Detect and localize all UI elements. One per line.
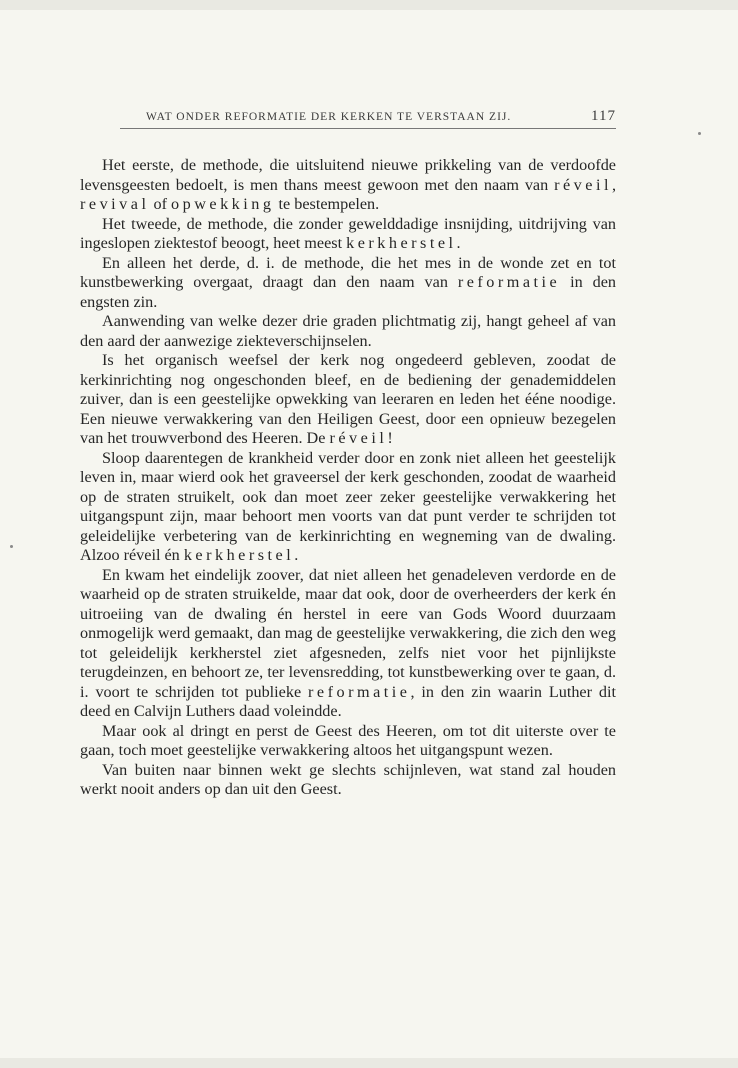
spaced-term: opwekking <box>171 195 275 213</box>
paragraph-5: Is het organisch weefsel der kerk nog ongedeerd gebleven, zoodat de kerkinrichting nog ongeschonden bleef, en de bediening der genademiddelen zuiver, dan is een geestelijke opwekking van leeraren en leden het ééne noodige. Een nieuwe verwakkering van den Heiligen Geest, door een opnieuw bezegelen van het trouwverbond des Heeren. De réveil! <box>80 351 616 447</box>
spaced-term: reformatie <box>308 682 411 701</box>
paragraph-3: En alleen het derde, d. i. de methode, die het mes in de wonde zet en tot kunstbewerking overgaat, draagt dan den naam van reformatie in den engsten zin. <box>80 253 617 311</box>
spaced-term: revival <box>80 195 150 213</box>
header-rule <box>120 128 616 129</box>
paragraph-7: En kwam het eindelijk zoover, dat niet alleen het genadeleven verdorde en de waarheid op de straten struikelde, maar dat ook, door de overheerders der kerk én uitroeiing van de dwaling én herstel in eere van Gods Woord duurzaam onmogelijk werd gemaakt, dan mag de geestelijke verwakkering, die zich den weg tot geleidelijk kerkherstel ziet afgesneden, zelfs niet voor het pijnlijkste terugdeinzen, en behoort ze, ter levensredding, tot kunstbewerking over te gaan, d. i. voort te schrijden tot publieke reformatie, in den zin waarin Luther dit deed en Calvijn Luthers daad voleindde. <box>80 565 616 720</box>
paragraph-2: Het tweede, de methode, die zonder gewelddadige insnijding, uitdrijving van ingeslopen ziektestof beoogt, heet meest kerkherstel. <box>80 214 616 252</box>
spaced-term: réveil <box>554 175 612 194</box>
paper-speck <box>698 132 701 135</box>
page-number: 117 <box>591 108 616 124</box>
spaced-term: kerkherstel <box>346 234 457 252</box>
running-header <box>80 108 616 125</box>
spaced-term: réveil <box>329 429 388 447</box>
book-page <box>0 10 738 1058</box>
paper-speck <box>10 545 13 548</box>
paragraph-6: Sloop daarentegen de krankheid verder door en zonk niet alleen het geestelijk leven in, maar wierd ook het graveersel der kerk geschonden, zoodat de waarheid op de straten struikelt, ook dan moet zeer zeker geestelijke verwakkering het uitgangspunt zijn, maar behoort men voorts van dat punt verder te schrijden tot geleidelijke verbetering van de kerkinrichting en wegneming van de dwaling. Alzoo réveil én kerkherstel. <box>80 448 616 564</box>
paragraph-9: Van buiten naar binnen wekt ge slechts schijnleven, wat stand zal houden werkt nooit anders op dan uit den Geest. <box>80 760 616 798</box>
body-text <box>80 156 616 800</box>
paragraph-8: Maar ook al dringt en perst de Geest des Heeren, om tot dit uiterste over te gaan, toch moet geestelijke verwakkering altoos het uitgangspunt wezen. <box>80 721 616 759</box>
spaced-term: kerkherstel <box>183 546 295 564</box>
paragraph-1: Het eerste, de methode, die uitsluitend nieuwe prikkeling van de verdoofde levensgeesten bedoelt, is men thans meest gewoon met den naam van réveil, revival of opwekking te bestempelen. <box>80 156 616 213</box>
paragraph-4: Aanwending van welke dezer drie graden plichtmatig zij, hangt geheel af van den aard der aanwezige ziekteverschijnselen. <box>80 312 616 350</box>
spaced-term: reformatie <box>457 273 561 291</box>
running-title: WAT ONDER REFORMATIE DER KERKEN TE VERSTAAN ZIJ. <box>146 111 512 123</box>
